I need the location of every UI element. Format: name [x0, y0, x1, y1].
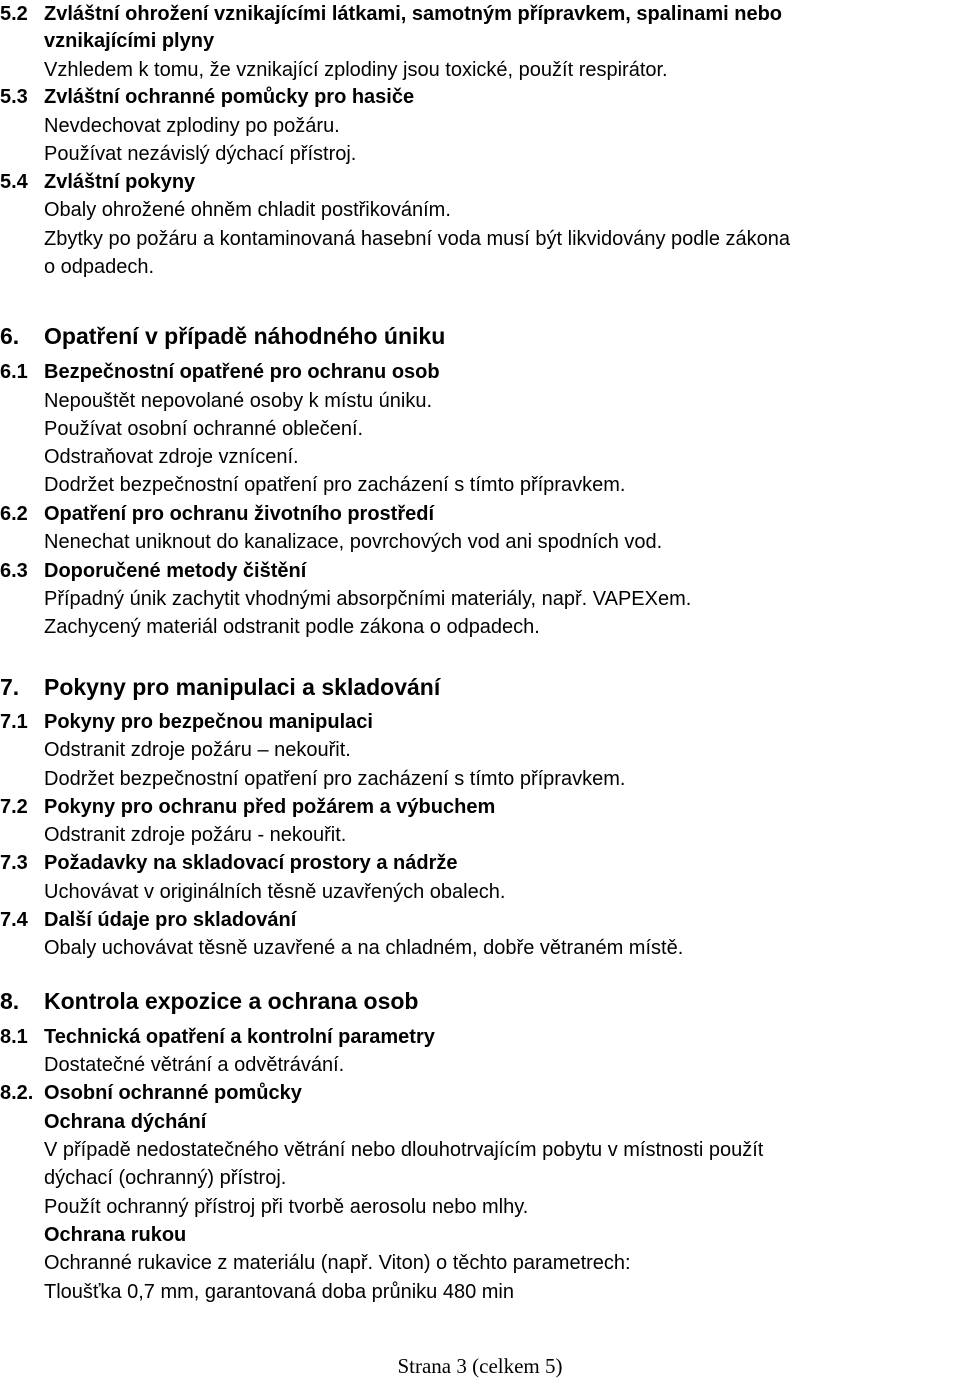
section-title: Pokyny pro manipulaci a skladování	[44, 674, 441, 700]
text-line: o odpadech.	[44, 256, 155, 278]
text-line: Uchovávat v originálních těsně uzavřených obalech.	[44, 881, 506, 903]
text-line: Vzhledem k tomu, že vznikající zplodiny jsou toxické, použít respirátor.	[44, 59, 668, 81]
text-line: Obaly ohrožené ohněm chladit postřikováním.	[44, 199, 451, 221]
section-number: 7.3	[0, 852, 28, 874]
section-title: Další údaje pro skladování	[44, 909, 297, 931]
subheading-text: Ochrana dýchání	[44, 1111, 207, 1133]
section-title: Doporučené metody čištění	[44, 560, 307, 582]
text-line: Zbytky po požáru a kontaminovaná hasební voda musí být likvidovány podle zákona	[44, 228, 790, 250]
section-number: 8.1	[0, 1026, 28, 1048]
text-line: dýchací (ochranný) přístroj.	[44, 1167, 287, 1189]
page-footer: Strana 3 (celkem 5)	[397, 1354, 563, 1378]
section-number: 6.	[0, 323, 20, 349]
section-title: Zvláštní pokyny	[44, 171, 196, 193]
text-line: Odstraňovat zdroje vznícení.	[44, 446, 299, 468]
text-line: Používat osobní ochranné oblečení.	[44, 418, 364, 440]
section-number: 6.1	[0, 361, 28, 383]
text-line: Odstranit zdroje požáru – nekouřit.	[44, 739, 351, 761]
text-line: Případný únik zachytit vhodnými absorpčními materiály, např. VAPEXem.	[44, 588, 692, 610]
section-title-cont: vznikajícími plyny	[44, 30, 215, 52]
text-line: Použít ochranný přístroj při tvorbě aerosolu nebo mlhy.	[44, 1196, 529, 1218]
subheading-text: Ochrana rukou	[44, 1224, 187, 1246]
text-line: Tloušťka 0,7 mm, garantovaná doba průniku 480 min	[44, 1281, 514, 1303]
text-line: Dostatečné větrání a odvětrávání.	[44, 1054, 345, 1076]
section-title: Osobní ochranné pomůcky	[44, 1082, 302, 1104]
section-number: 8.2.	[0, 1082, 34, 1104]
section-title: Zvláštní ochranné pomůcky pro hasiče	[44, 86, 415, 108]
text-line: Dodržet bezpečnostní opatření pro zacházení s tímto přípravkem.	[44, 474, 626, 496]
section-number: 7.4	[0, 909, 28, 931]
section-number: 8.	[0, 988, 20, 1014]
section-title: Technická opatření a kontrolní parametry	[44, 1026, 435, 1048]
section-title: Pokyny pro ochranu před požárem a výbuchem	[44, 796, 496, 818]
text-line: Zachycený materiál odstranit podle zákona o odpadech.	[44, 616, 540, 638]
text-line: Dodržet bezpečnostní opatření pro zacházení s tímto přípravkem.	[44, 768, 626, 790]
section-number: 5.3	[0, 86, 28, 108]
section-title: Zvláštní ohrožení vznikajícími látkami, samotným přípravkem, spalinami nebo	[44, 3, 783, 25]
section-number: 6.3	[0, 560, 28, 582]
section-title: Pokyny pro bezpečnou manipulaci	[44, 711, 373, 733]
section-number: 7.2	[0, 796, 28, 818]
section-title: Opatření pro ochranu životního prostředí	[44, 503, 435, 525]
text-line: V případě nedostatečného větrání nebo dlouhotrvajícím pobytu v místnosti použít	[44, 1139, 764, 1161]
text-line: Nepouštět nepovolané osoby k místu úniku.	[44, 390, 433, 412]
text-line: Ochranné rukavice z materiálu (např. Viton) o těchto parametrech:	[44, 1252, 631, 1274]
text-line: Odstranit zdroje požáru - nekouřit.	[44, 824, 347, 846]
section-number: 6.2	[0, 503, 28, 525]
section-number: 7.1	[0, 711, 28, 733]
section-number: 5.2	[0, 3, 28, 25]
section-title: Opatření v případě náhodného úniku	[44, 323, 446, 349]
section-title: Kontrola expozice a ochrana osob	[44, 988, 419, 1014]
section-number: 5.4	[0, 171, 28, 193]
section-title: Požadavky na skladovací prostory a nádrže	[44, 852, 458, 874]
text-line: Obaly uchovávat těsně uzavřené a na chladném, dobře větraném místě.	[44, 937, 684, 959]
section-title: Bezpečnostní opatřené pro ochranu osob	[44, 361, 440, 383]
text-line: Používat nezávislý dýchací přístroj.	[44, 143, 357, 165]
text-line: Nenechat uniknout do kanalizace, povrchových vod ani spodních vod.	[44, 531, 663, 553]
section-number: 7.	[0, 674, 20, 700]
text-line: Nevdechovat zplodiny po požáru.	[44, 115, 340, 137]
